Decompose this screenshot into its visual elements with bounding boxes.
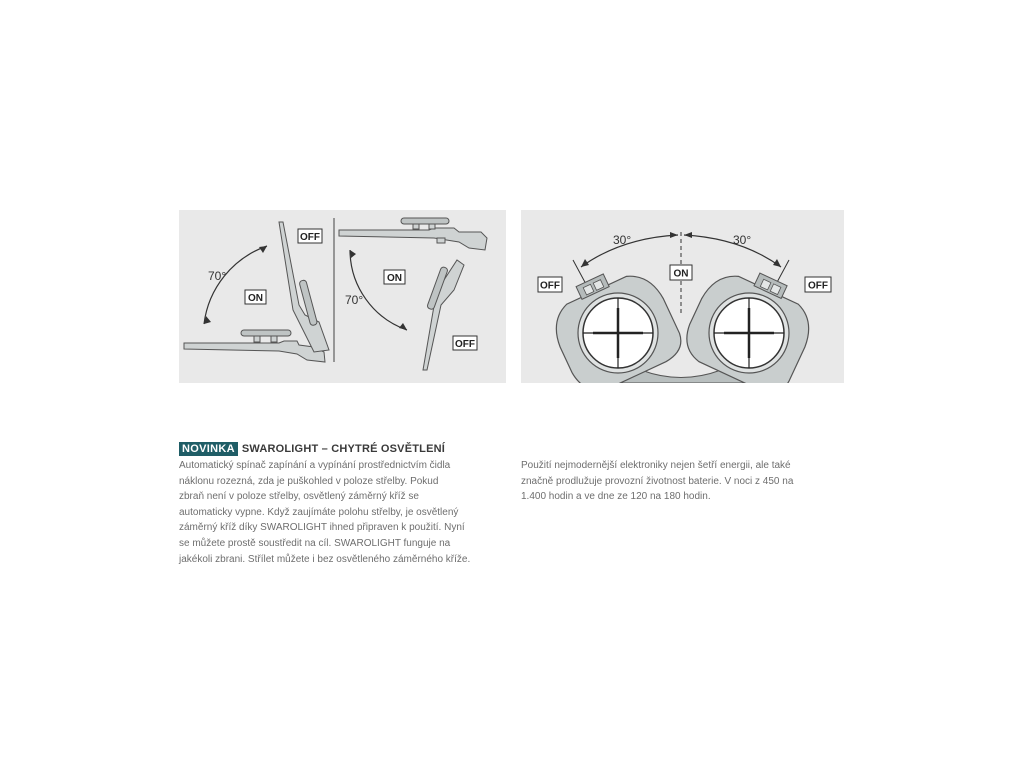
off-left-label: OFF (540, 280, 560, 292)
off-label-1: OFF (300, 232, 320, 243)
article-title: SWAROLIGHT – CHYTRÉ OSVĚTLENÍ (241, 443, 446, 455)
angle-left-label: 30° (613, 233, 632, 247)
body-line: zbraň není v poloze střelby, osvětlený záměrný kříž se (179, 491, 419, 503)
tilt-diagram (179, 210, 506, 383)
left-reticle-icon (578, 293, 658, 373)
rotation-diagram (521, 210, 844, 383)
tilted-down-rifle-illustration (423, 260, 464, 370)
body-line: záměrný kříž díky SWAROLIGHT ihned připraven k použití. Nyní (179, 522, 465, 534)
body-line: 1.400 hodin a ve dne ze 120 na 180 hodin. (521, 491, 711, 503)
body-line: jakékoli zbrani. Střílet můžete i bez osvětleného záměrného kříže. (179, 553, 471, 565)
horizontal-rifle-illustration (184, 330, 325, 362)
angle-label-2: 70° (345, 293, 364, 307)
angle-right-label: 30° (733, 233, 752, 247)
article-body-right (521, 458, 841, 505)
article-body-left (179, 458, 509, 567)
off-right-label: OFF (808, 280, 828, 292)
body-line: automaticky vypne. Když zaujímáte polohu střelby, je osvětlený (179, 506, 459, 518)
body-line: Automatický spínač zapínání a vypínání prostřednictvím čidla (179, 460, 451, 471)
off-label-2: OFF (455, 339, 475, 350)
right-reticle-icon (709, 293, 789, 373)
top-horizontal-rifle-illustration (339, 218, 487, 250)
body-line: Použití nejmodernější elektroniky nejen šetří energii, ale také (521, 460, 791, 471)
body-line: se můžete prostě soustředit na cíl. SWAROLIGHT funguje na (179, 537, 451, 549)
angle-label-1: 70° (208, 269, 227, 283)
article-heading (179, 441, 445, 457)
on-label-2: ON (387, 273, 402, 284)
body-line: náklonu rozezná, zda je puškohled v poloze střelby. Pokud (179, 475, 439, 487)
on-label-1: ON (248, 293, 263, 304)
new-badge: NOVINKA (179, 442, 238, 456)
body-line: značně prodlužuje provozní životnost baterie. V noci z 450 na (521, 475, 794, 487)
on-center-label: ON (673, 268, 689, 280)
